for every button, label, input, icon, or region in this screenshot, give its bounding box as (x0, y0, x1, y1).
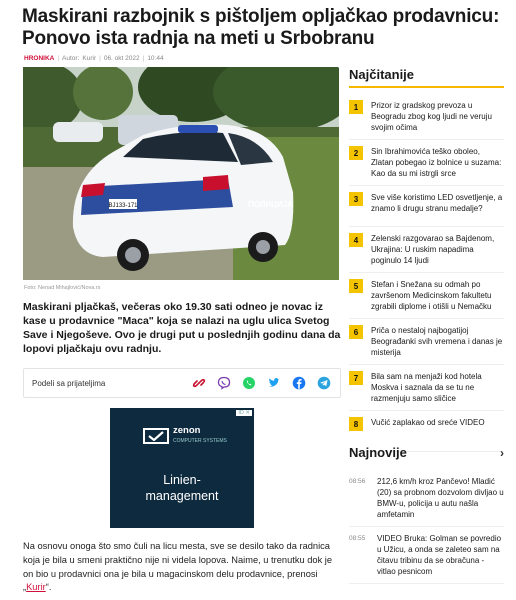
article-date: 06. okt 2022 (103, 55, 140, 62)
newest-time: 08:55 (349, 535, 366, 542)
ad-logo (143, 426, 227, 446)
share-bar (23, 368, 341, 398)
newest-section (349, 445, 504, 584)
most-read-headline[interactable]: Stefan i Snežana su odmah po završenom Medicinskom fakultetu zgrabili diplome i otišli u Nemačku (371, 280, 492, 311)
body-text-part: Na osnovu onoga što smo čuli na licu mesta, sve se desilo tako da radnica koja je bila u smeni praktično nije ni videla lopova. Naime, u trenutku dok je on bio u prodavnici ona je bila u magacinskom delu prodavnice, prenosi „ (23, 541, 333, 593)
rank-badge: 4 (349, 233, 363, 247)
whatsapp-icon[interactable] (241, 375, 257, 391)
author-name[interactable]: Kurir (82, 55, 97, 62)
most-read-item[interactable] (349, 273, 504, 319)
most-read-headline[interactable]: Sve više koristimo LED osvetljenje, a znamo li drugu stranu medalje? (371, 193, 503, 213)
article-meta (24, 55, 164, 62)
rank-badge: 2 (349, 146, 363, 160)
rank-badge: 3 (349, 192, 363, 206)
most-read-headline[interactable]: Prizor iz gradskog prevoza u Beogradu zbog kog ljudi ne veruju svojim očima (371, 101, 492, 132)
viber-icon[interactable] (216, 375, 232, 391)
newest-time: 08:56 (349, 478, 366, 485)
most-read-headline[interactable]: Vučić zaplakao od sreće VIDEO (371, 418, 485, 427)
ad-info-badge[interactable]: ID ✕ (238, 410, 250, 416)
source-link[interactable]: Kurir (26, 582, 46, 593)
newest-item[interactable] (349, 470, 504, 527)
police-label: ПОЛИЦИЈА (248, 200, 293, 209)
most-read-headline[interactable]: Sin Ibrahimovića teško oboleo, Zlatan pobegao iz bolnice u suzama: Kao da su mi istrgli srce (371, 147, 502, 178)
newest-headline[interactable]: VIDEO Bruka: Golman se povredio u Užicu, a onda se zaleteo sam na čitavu tribinu da se obračuna - vitlao pesnicom (377, 534, 502, 576)
most-read-item[interactable] (349, 140, 504, 186)
ad-brand (173, 426, 227, 446)
newest-item[interactable] (349, 527, 504, 584)
article-lead: Maskirani pljačkaš, večeras oko 19.30 sati odneo je novac iz kase u prodavnice "Maca" koja se nalazi na uglu ulica Svetog Save i Njegoševe. Ovo je drugi put u poslednjih godinu dana da lopovi pljačkaju ovu radnju. (23, 301, 341, 355)
most-read-headline[interactable]: Bila sam na menjaži kod hotela Moskva i saznala da se tu ne razmenjuju samo sličice (371, 372, 482, 403)
link-icon[interactable] (191, 375, 207, 391)
ad-tagline-line1: Linien- (163, 473, 201, 487)
license-plate: BJ133-171 (108, 203, 138, 209)
rank-badge: 6 (349, 325, 363, 339)
most-read-list (349, 94, 504, 452)
most-read-item[interactable] (349, 319, 504, 365)
share-label: Podeli sa prijateljima (32, 378, 106, 388)
twitter-icon[interactable] (266, 375, 282, 391)
meta-separator: | (99, 55, 101, 62)
facebook-icon[interactable] (291, 375, 307, 391)
ad-tagline (110, 472, 254, 504)
checkmark-icon (143, 428, 169, 444)
newest-list (349, 470, 504, 584)
article-title: Maskirani razbojnik s pištoljem opljačkao prodavnicu: Ponovo ista radnja na meti u Srbobranu (22, 6, 500, 49)
most-read-item[interactable] (349, 227, 504, 273)
rank-badge: 5 (349, 279, 363, 293)
most-read-item[interactable] (349, 365, 504, 411)
police-car-photo (23, 67, 339, 280)
article-time: 10:44 (147, 55, 164, 62)
ad-brand-sub: COMPUTER SYSTEMS (173, 438, 227, 444)
photo-credit: Foto: Nenad Mihajlović/Nova.rs (24, 285, 101, 291)
article-body (23, 540, 341, 595)
most-read-sidebar (349, 67, 504, 452)
chevron-right-icon[interactable]: › (500, 445, 504, 460)
newest-title[interactable] (349, 445, 504, 464)
rank-badge: 8 (349, 417, 363, 431)
most-read-headline[interactable]: Zelenski razgovarao sa Bajdenom, Ukrajina: U ruskim napadima poginulo 14 ljudi (371, 234, 495, 265)
category-link[interactable]: HRONIKA (24, 55, 55, 62)
advertisement[interactable] (110, 408, 254, 528)
rank-badge: 1 (349, 100, 363, 114)
newest-headline[interactable]: 212,6 km/h kroz Pančevo! Mladić (20) sa probnom dozvolom divljao u BMW-u, policija u autu našla amfetamin (377, 477, 504, 519)
body-text-end: “. (45, 582, 52, 593)
ad-brand-name: zenon (173, 425, 201, 436)
newest-title-text: Najnovije (349, 445, 407, 460)
ad-tagline-line2: management (145, 489, 219, 503)
author-prefix: Autor: (62, 55, 80, 62)
most-read-title: Najčitanije (349, 67, 504, 88)
telegram-icon[interactable] (316, 375, 332, 391)
rank-badge: 7 (349, 371, 363, 385)
share-icons (191, 375, 332, 391)
article-photo (23, 67, 339, 280)
most-read-item[interactable] (349, 94, 504, 140)
meta-separator: | (142, 55, 145, 62)
meta-separator: | (57, 55, 60, 62)
most-read-headline[interactable]: Priča o nestaloj najbogatijoj Beograđanki svih vremena i danas je misterija (371, 326, 503, 357)
most-read-item[interactable] (349, 186, 504, 227)
